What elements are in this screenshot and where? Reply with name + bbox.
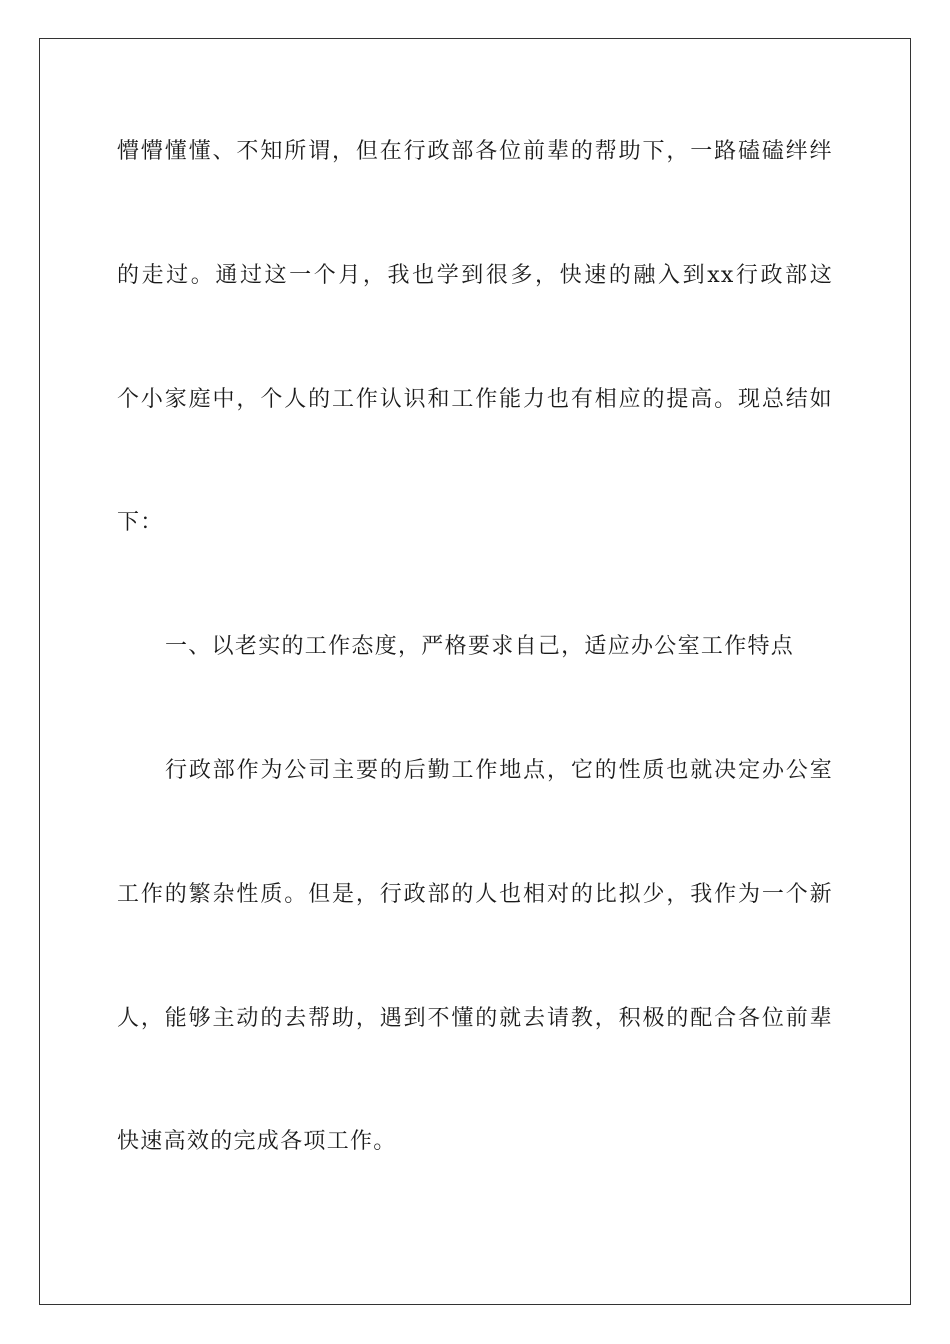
paragraph-line: 快速高效的完成各项工作。 (117, 1129, 397, 1154)
paragraph-line: 懵懵懂懂、不知所谓，但在行政部各位前辈的帮助下，一路磕磕绊绊 (117, 139, 833, 164)
paragraph-line: 下： (117, 510, 164, 535)
paragraph-line: 的走过。通过这一个月，我也学到很多，快速的融入到xx行政部这 (117, 263, 833, 288)
paragraph-line: 个小家庭中，个人的工作认识和工作能力也有相应的提高。现总结如 (117, 387, 833, 412)
paragraph-line: 行政部作为公司主要的后勤工作地点，它的性质也就决定办公室 (165, 758, 833, 783)
section-heading: 一、以老实的工作态度，严格要求自己，适应办公室工作特点 (165, 634, 795, 659)
paragraph-line: 工作的繁杂性质。但是，行政部的人也相对的比拟少，我作为一个新 (117, 882, 833, 907)
page-border (39, 38, 911, 1305)
paragraph-line: 人，能够主动的去帮助，遇到不懂的就去请教，积极的配合各位前辈 (117, 1006, 833, 1031)
